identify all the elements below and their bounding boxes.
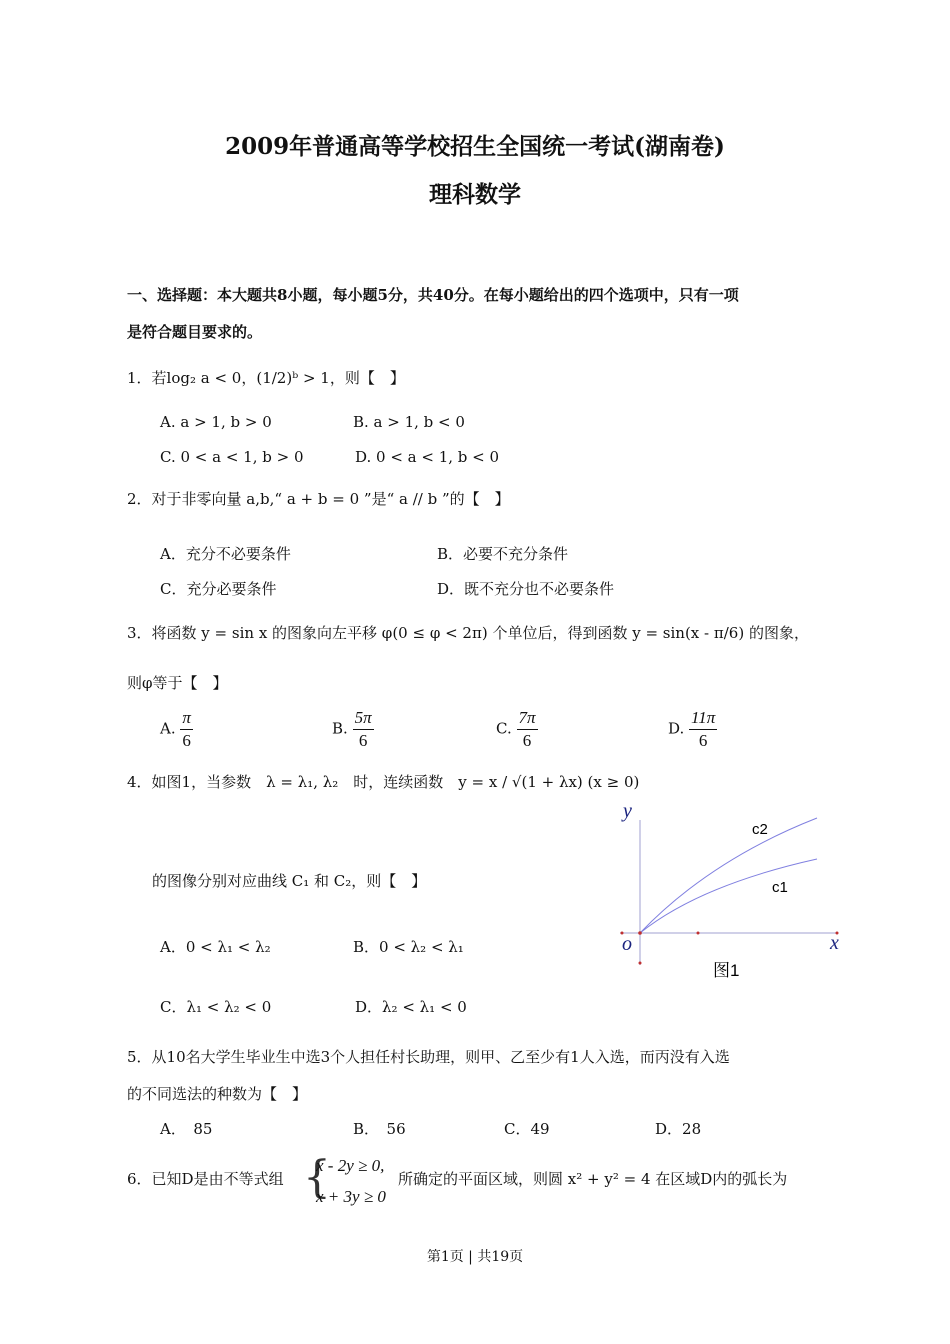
q2-option-a: A．充分不必要条件 [160,545,291,563]
q3-option-c [496,707,538,752]
fraction [517,707,538,752]
exam-title: 2009年普通高等学校招生全国统一考试(湖南卷) [225,133,725,160]
q1-option-c: C. 0 < a < 1, b > 0 [160,448,304,466]
q4-option-b: B．0 < λ₂ < λ₁ [353,938,464,956]
q5-option-c: C．49 [504,1120,550,1138]
question-4: 4．如图1，当参数 λ = λ₁, λ₂ 时，连续函数 y = x / √(1 + λx) (x ≥ 0) [127,773,640,791]
question-5-cont: 的不同选法的种数为【 】 [127,1085,308,1103]
option-label: B. [332,719,348,738]
c1-label: c1 [772,879,788,896]
denominator: 6 [182,731,191,750]
section-heading: 一、选择题：本大题共8小题，每小题5分，共40分。在每小题给出的四个选项中，只有一项 [127,286,739,304]
option-label: C. [496,719,512,738]
q4-option-a: A．0 < λ₁ < λ₂ [160,938,271,956]
brace: { [303,1152,331,1203]
question-5: 5．从10名大学生毕业生中选3个人担任村长助理，则甲、乙至少有1人入选，而丙没有入选 [127,1048,730,1066]
numerator: π [180,707,193,730]
option-label: D. [668,719,685,738]
q3-option-b [332,707,374,752]
origin-label: o [622,933,632,955]
q4-option-d: D．λ₂ < λ₁ < 0 [355,998,467,1016]
numerator: 5π [353,707,374,730]
question-3-cont: 则φ等于【 】 [127,674,228,692]
q5-option-b: B． 56 [353,1120,406,1138]
q1-option-a: A. a > 1, b > 0 [160,413,272,431]
question-2: 2．对于非零向量 a,b,“ a + b = 0 ”是“ a // b ”的【 】 [127,490,510,508]
q3-option-d [668,707,717,752]
question-3: 3．将函数 y = sin x 的图象向左平移 φ(0 ≤ φ < 2π) 个单位后，得到函数 y = sin(x - π/6) 的图象， [127,624,809,642]
x-label: x [830,932,839,954]
q1-option-b: B. a > 1, b < 0 [353,413,465,431]
q2-option-d: D．既不充分也不必要条件 [437,580,615,598]
numerator: 11π [689,707,717,730]
point [639,962,642,965]
question-1: 1．若log₂ a < 0，(1/2)ᵇ > 1，则【 】 [127,369,405,387]
y-label: y [623,800,632,822]
denominator: 6 [522,731,532,750]
page-footer: 第1页 | 共19页 [426,1249,524,1265]
inequality-2: x + 3y ≥ 0 [316,1187,386,1206]
curve-c1 [640,859,817,933]
option-label: A. [160,719,176,738]
fraction [689,707,717,752]
exam-subtitle: 理科数学 [429,181,521,208]
q2-option-c: C．充分必要条件 [160,580,277,598]
figure-1 [600,790,850,990]
denominator: 6 [358,731,368,750]
curve-c2 [640,818,817,933]
question-6: 6．已知D是由不等式组 [127,1170,284,1188]
denominator: 6 [698,731,708,750]
question-6-cont: 所确定的平面区域，则圆 x² + y² = 4 在区域D内的弧长为 [398,1170,788,1188]
section-heading-cont: 是符合题目要求的。 [127,323,263,341]
point [697,932,700,935]
inequality-1: x - 2y ≥ 0, [316,1156,385,1175]
q2-option-b: B．必要不充分条件 [437,545,569,563]
numerator: 7π [517,707,538,730]
q3-option-a [160,707,193,752]
q5-option-d: D．28 [655,1120,702,1138]
q5-option-a: A． 85 [160,1120,213,1138]
c2-label: c2 [752,821,768,838]
q1-option-d: D. 0 < a < 1, b < 0 [355,448,500,466]
fraction [353,707,374,752]
origin-point [638,931,642,935]
fraction [180,707,193,752]
q4-option-c: C．λ₁ < λ₂ < 0 [160,998,272,1016]
figure-caption: 图1 [713,961,740,980]
question-4-cont: 的图像分别对应曲线 C₁ 和 C₂，则【 】 [152,872,427,890]
